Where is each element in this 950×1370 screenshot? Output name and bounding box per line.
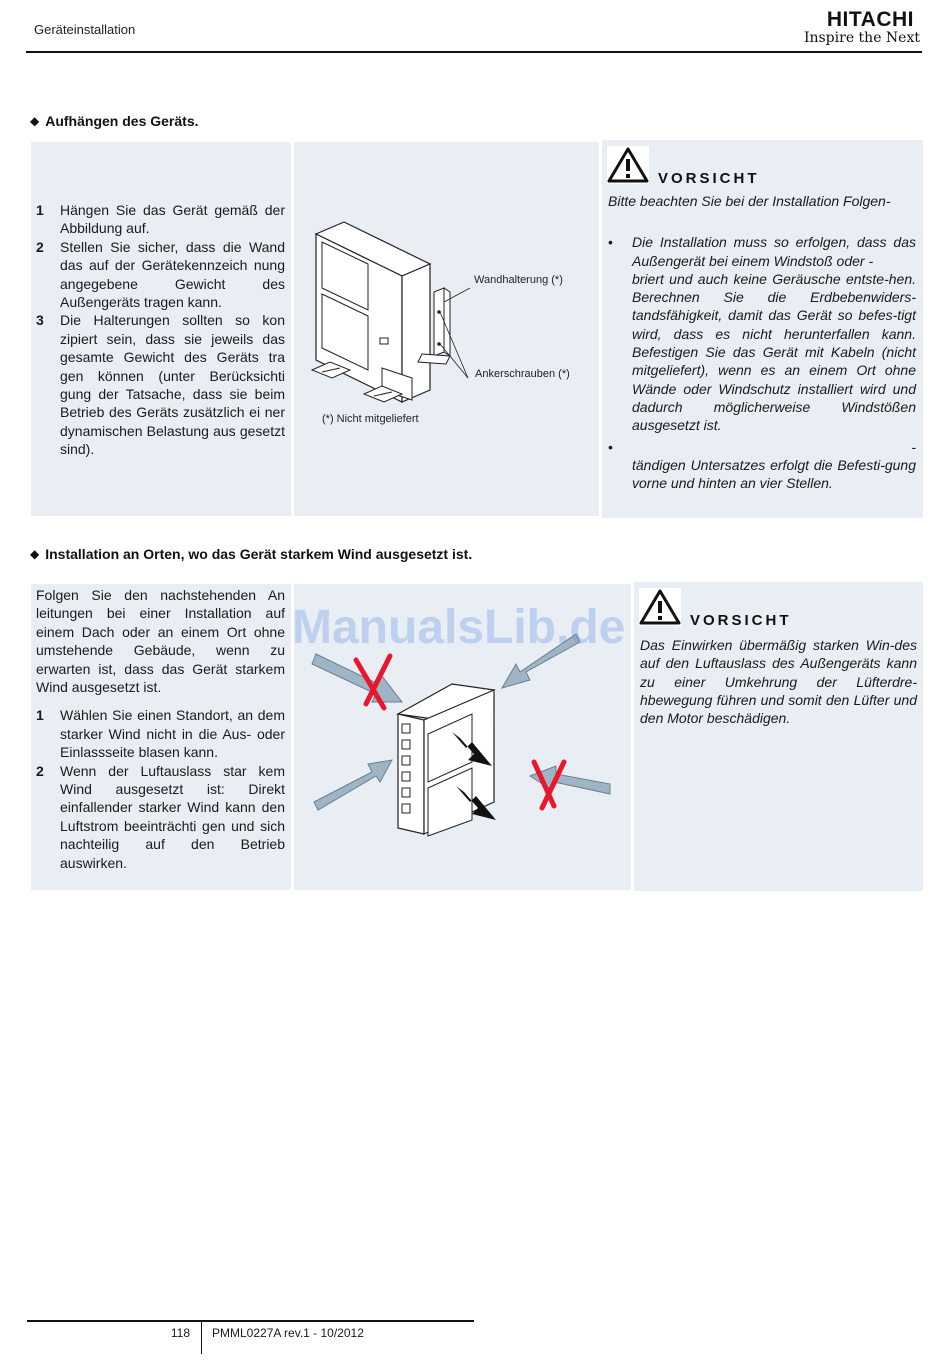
watermark: ManualsLib.de [292, 601, 626, 654]
section2-steps-panel [31, 584, 291, 890]
section2-title: ◆ Installation an Orten, wo das Gerät starkem Wind ausgesetzt ist. [30, 546, 473, 562]
section1-figure-panel [294, 142, 599, 516]
section2-caution-panel [634, 582, 923, 891]
caution-intro: Bitte beachten Sie bei der Installation Folgen- [608, 193, 891, 209]
section2-step-1: 1 Wählen Sie einen Standort, an dem starker Wind nicht in die Aus- oder Einlassseite blasen kann. [36, 707, 285, 761]
caution-bullet-1-cont: briert und auch keine Geräusche entste-hen. Berechnen Sie die Erdbebenwiders-tandsfähigkeit, damit das Gerät so befes-tigt wird, dass es nicht herunterfallen kann. Befestigen Sie das Gerät mit Kabeln (nicht mitgeliefert), wenn es an einem Ort ohne Wände oder Windschutz installiert wird und dadurch möglicherweise Windstößen ausgesetzt ist. [632, 270, 916, 434]
document-id: PMML0227A rev.1 - 10/2012 [212, 1326, 364, 1340]
caution-heading: VORSICHT [658, 170, 760, 187]
section1-steps-panel [31, 142, 291, 516]
warning-triangle-icon [607, 146, 649, 184]
header-title: Geräteinstallation [34, 22, 136, 37]
logo-tagline: Inspire the Next [803, 30, 920, 46]
section2-step-2: 2 Wenn der Luftauslass star kem Wind ausgesetzt ist: Direkt einfallender starker Wind kann den Luftstrom beeinträchti gen und sich nachteilig auf den Betrieb auswirken. [36, 762, 285, 871]
header-rule [26, 51, 922, 53]
anchor-screws-label: Ankerschrauben (*) [475, 368, 570, 380]
diamond-bullet-icon: ◆ [30, 114, 40, 128]
footer-rule [27, 1320, 474, 1322]
section1-step-1: 1 Hängen Sie das Gerät gemäß der Abbildung auf. [36, 202, 285, 237]
not-supplied-note: (*) Nicht mitgeliefert [322, 413, 419, 425]
page-number: 118 [170, 1326, 190, 1340]
caution-bullet-1: • Die Installation muss so erfolgen, dass das Außengerät bei einem Windstoß oder - [608, 234, 916, 269]
warning-triangle-icon [639, 588, 681, 626]
hitachi-logo [790, 8, 922, 48]
section1-step-2: 2 Stellen Sie sicher, dass die Wand das auf der Gerätekennzeich nung angegebene Gewicht des Außengeräts tragen kann. [36, 238, 285, 311]
footer-separator [201, 1322, 202, 1354]
section1-caution-panel [602, 140, 923, 518]
wall-bracket-label: Wandhalterung (*) [474, 274, 563, 286]
logo-wordmark: HITACHI [826, 8, 914, 31]
caution-text: Das Einwirken übermäßig starken Win-des auf den Luftauslass des Außengeräts kann zu einer Umkehrung der Lüfterdre-hbewegung führen und somit den Lüfter und den Motor beschädigen. [640, 637, 917, 727]
section1-title: ◆ Aufhängen des Geräts. [30, 113, 199, 129]
caution-heading: VORSICHT [690, 612, 792, 629]
diamond-bullet-icon: ◆ [30, 547, 40, 561]
caution-bullet-2-cont: tändigen Untersatzes erfolgt die Befesti-gung vorne und hinten an vier Stellen. [632, 456, 916, 492]
caution-bullet-2: • - [608, 438, 916, 455]
section2-intro: Folgen Sie den nachstehenden An leitungen bei einer Installation auf einem Dach oder an einem Ort ohne umstehende Gebäude, wenn zu erwarten ist, dass das Gerät starkem Wind ausgesetzt ist. [36, 587, 285, 696]
section1-step-3: 3 Die Halterungen sollten so kon zipiert sein, dass sie jeweils das gesamte Gewicht des Geräts tra gen können (unter Berücksichti gung der Tatsache, dass sie beim Betrieb des Geräts zusätzlich ei ner dynamischen Belastung aus gesetzt sind). [36, 312, 285, 458]
wall-mount-illustration [294, 142, 599, 516]
